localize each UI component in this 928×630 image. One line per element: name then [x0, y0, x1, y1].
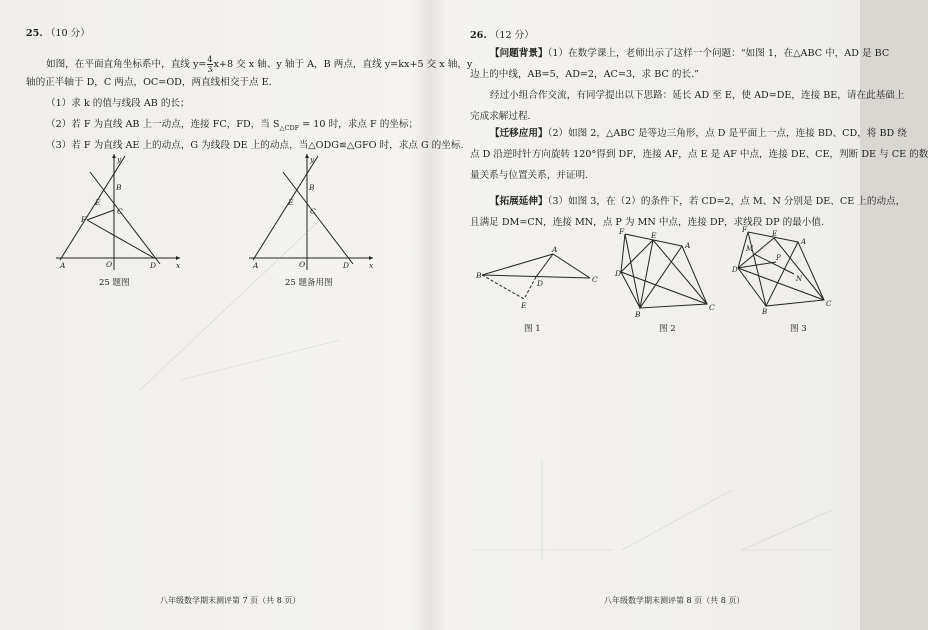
segment-fb [748, 232, 766, 306]
label-m: M [746, 245, 754, 253]
figure-3-caption: 图 3 [790, 324, 807, 334]
bleed-through [120, 200, 350, 400]
label-c: C [592, 275, 598, 284]
migration-text: （2）如图 2，△ABC 是等边三角形，点 D 是平面上一点，连接 BD、CD，将 BD 绕 [547, 128, 907, 139]
label-f: F [619, 227, 625, 236]
question-25-header [26, 27, 90, 40]
page-8 [432, 0, 928, 630]
label-c: C [117, 207, 123, 216]
figure-2-caption: 图 2 [659, 324, 676, 334]
background-line1 [490, 47, 889, 60]
question-25-intro-line2: 轴的正半轴于 D，C 两点，OC=OD，两直线相交于点 E. [26, 77, 272, 88]
question-number: 26. [470, 30, 487, 41]
label-c: C [709, 303, 715, 312]
migration-line1 [490, 127, 907, 140]
segment-ab [482, 254, 553, 275]
intro-text-cont: x+8 交 x 轴、y 轴于 A，B 两点，直线 y=kx+5 交 x 轴，y [213, 59, 473, 70]
fraction [207, 55, 212, 74]
label-b: B [635, 310, 641, 319]
label-x: x [176, 261, 181, 270]
label-f: F [81, 215, 87, 224]
label-o: O [106, 260, 113, 269]
label-f: F [742, 226, 747, 234]
page-footer: 八年级数学期末测评第 8 页（共 8 页） [604, 596, 745, 605]
label-d: D [537, 279, 544, 288]
label-b: B [116, 183, 122, 192]
segment-db [621, 272, 640, 308]
segment-fd [621, 234, 625, 272]
label-e: E [288, 198, 294, 207]
segment-ad [536, 254, 553, 277]
label-d: D [615, 269, 622, 278]
figure-25-spare-caption: 25 题备用图 [285, 278, 333, 288]
label-b: B [476, 271, 482, 280]
segment-be [482, 275, 524, 299]
migration-line3: 量关系与位置关系，并证明. [470, 170, 589, 181]
fraction-numerator: 4 [207, 55, 213, 64]
question-26-header [470, 29, 534, 42]
section-title-extension: 【拓展延伸】 [490, 196, 548, 207]
background-line2: 边上的中线，AB=5，AD=2，AC=3，求 BC 的长.” [470, 69, 700, 80]
figure-1-caption: 图 1 [524, 324, 541, 334]
label-c: C [310, 207, 316, 216]
label-d: D [732, 266, 738, 274]
segment-fb [625, 234, 640, 308]
segment-fc [87, 210, 114, 220]
page-footer: 八年级数学期末测评第 7 页（共 8 页） [160, 596, 301, 605]
question-points: （12 分） [489, 30, 534, 41]
label-x: x [369, 261, 374, 270]
question-25-part3: （3）若 F 为直线 AE 上的动点，G 为线段 DE 上的动点，当△ODG≌△GFO 时，求点 G 的坐标. [46, 140, 464, 151]
figure-3 [732, 224, 837, 316]
bleed-through [462, 450, 842, 570]
extension-line2: 且满足 DM=CN，连接 MN，点 P 为 MN 中点，连接 DP，求线段 DP 的最小值. [470, 217, 825, 228]
figure-25-caption: 25 题图 [99, 278, 130, 288]
label-a: A [801, 238, 807, 246]
background-line4: 完成求解过程. [470, 111, 531, 122]
y-arrow [112, 154, 116, 158]
segment-de [524, 277, 536, 299]
label-a: A [552, 245, 558, 254]
section-title-migration: 【迁移应用】 [490, 128, 548, 139]
label-d: D [150, 261, 157, 270]
bleed-shape [120, 200, 350, 400]
background-text: （1）在数学课上，老师出示了这样一个问题：“如图 1，在△ABC 中，AD 是 BC [547, 48, 890, 59]
extension-line1 [490, 195, 905, 208]
figure-2 [615, 226, 725, 318]
label-e: E [521, 301, 527, 310]
part2-text: （2）若 F 为直线 AB 上一动点，连接 FC，FD，当 S [46, 119, 280, 130]
y-arrow [305, 154, 309, 158]
label-a: A [60, 261, 66, 270]
label-e: E [651, 231, 657, 240]
label-n: N [796, 275, 803, 283]
label-e: E [95, 198, 101, 207]
label-y: y [310, 155, 315, 164]
part2-subscript: △CDF [279, 123, 300, 132]
label-o: O [299, 260, 306, 269]
label-b: B [762, 308, 768, 316]
label-b: B [309, 183, 315, 192]
figure-1 [476, 246, 601, 316]
segment-ac [553, 254, 590, 278]
background-line3: 经过小组合作交流，有同学提出以下思路：延长 AD 至 E，使 AD=DE，连接 BE，请在此基础上 [490, 90, 905, 101]
segment-mn [754, 254, 794, 274]
label-c: C [826, 300, 832, 308]
question-25-part2 [46, 118, 418, 135]
label-y: y [117, 155, 122, 164]
label-a: A [685, 241, 691, 250]
section-title-background: 【问题背景】 [490, 48, 548, 59]
intro-text: 如图，在平面直角坐标系中，直线 y= [46, 59, 207, 70]
question-points: （10 分） [45, 28, 90, 39]
part2-text-cont: = 10 时，求点 F 的坐标； [299, 119, 419, 130]
extension-text: （3）如图 3，在（2）的条件下，若 CD=2，点 M、N 分别是 DE、CE 上的动点， [547, 196, 906, 207]
migration-line2: 点 D 沿逆时针方向旋转 120°得到 DF，连接 AF，点 E 是 AF 中点，连接 DE、CE，判断 DE 与 CE 的数 [470, 149, 928, 160]
label-p: P [776, 254, 781, 262]
bleed-shape [462, 450, 842, 570]
question-25-part1: （1）求 k 的值与线段 AB 的长； [46, 98, 190, 109]
line-ab [60, 156, 125, 260]
label-a: A [253, 261, 259, 270]
question-25-intro-line1 [46, 55, 472, 74]
fraction-denominator: 3 [207, 65, 213, 74]
question-number: 25. [26, 28, 43, 39]
x-arrow [369, 256, 373, 260]
label-e: E [772, 230, 778, 238]
label-d: D [343, 261, 350, 270]
